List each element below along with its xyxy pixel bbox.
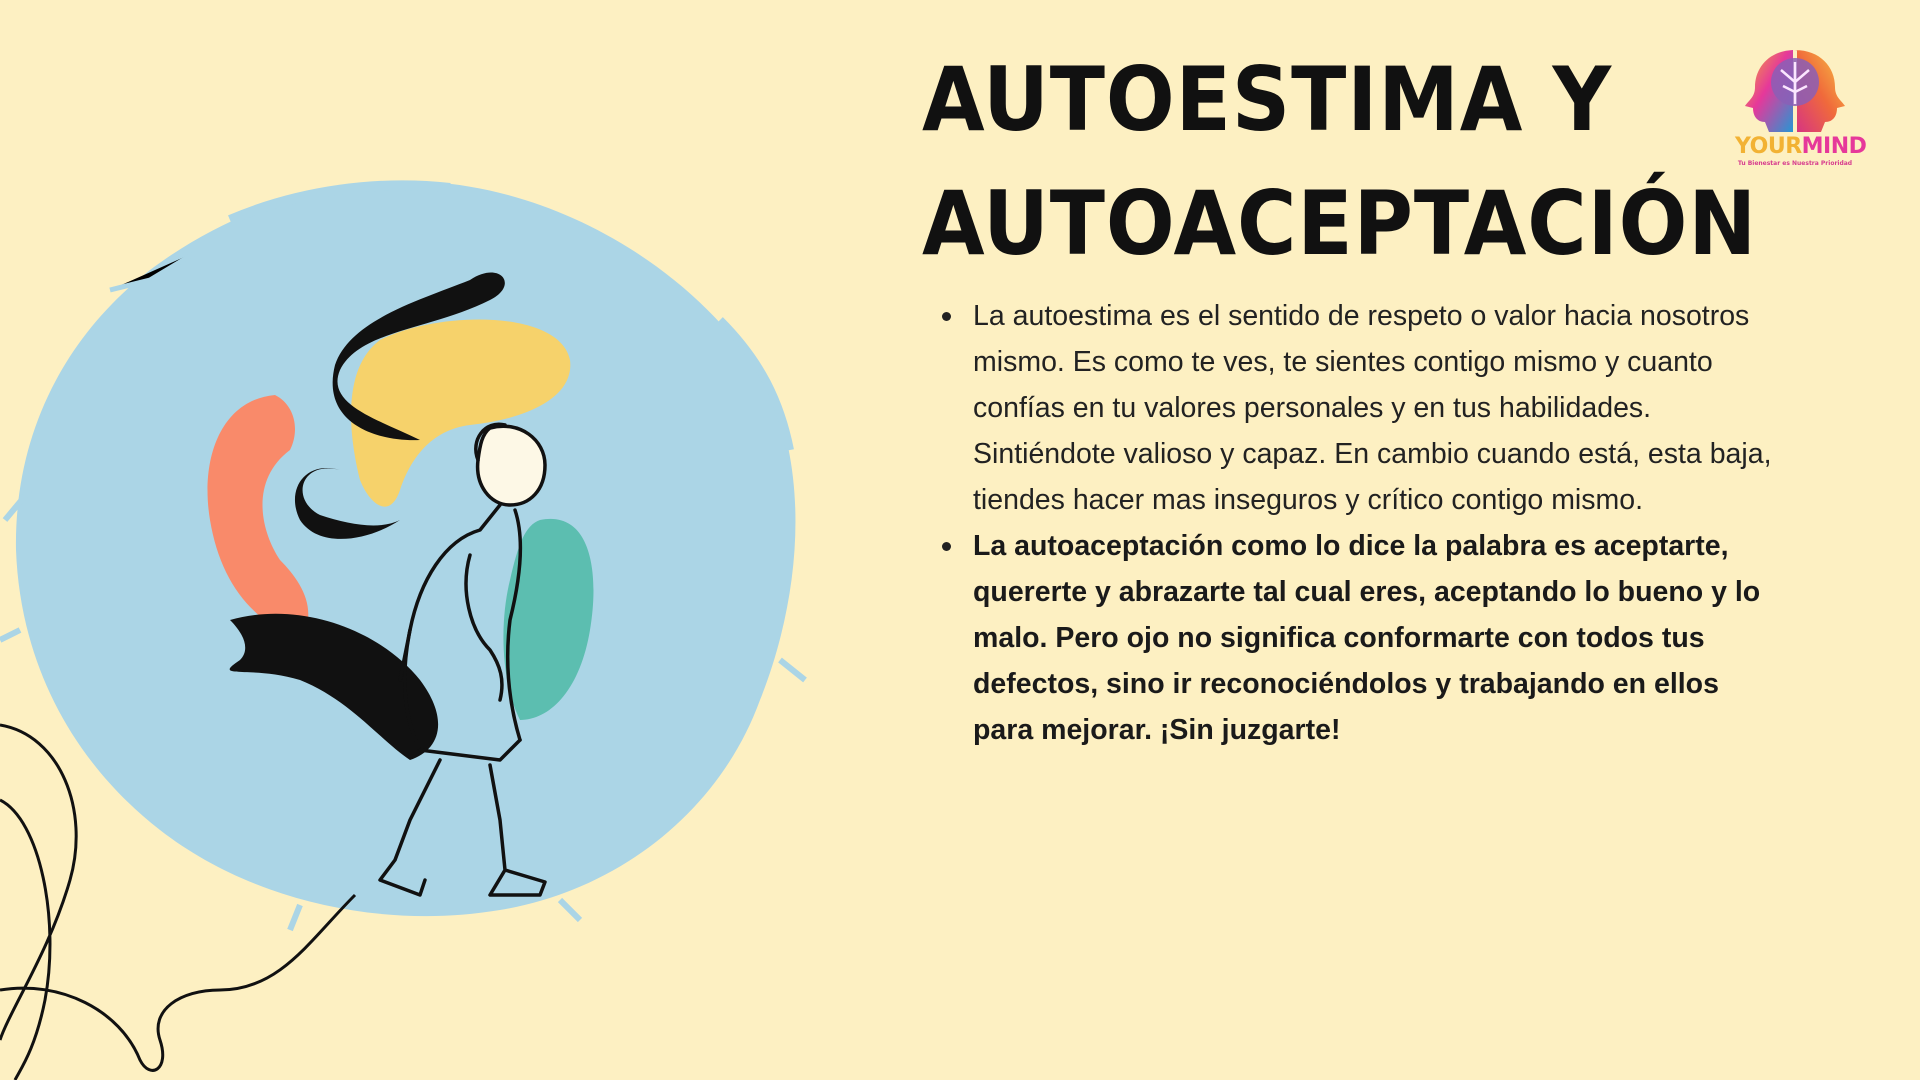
yourmind-logo bbox=[1735, 42, 1867, 172]
bullet-autoestima: La autoestima es el sentido de respeto o valor hacia nosotros mismo. Es como te ves, te sientes contigo mismo y cuanto confías en tu valores personales y en tus habilidades. Sintiéndote valioso y capaz. En cambio cuando está, esta baja, tiendes hacer mas inseguros y crítico contigo mismo. bbox=[942, 293, 1782, 523]
bullet-autoaceptacion: La autoaceptación como lo dice la palabra es aceptarte, quererte y abrazarte tal cual eres, aceptando lo bueno y lo malo. Pero ojo no significa conformarte con todos tus defectos, sino ir reconociéndolos y trabajando en ellos para mejorar. ¡Sin juzgarte! bbox=[942, 523, 1782, 753]
title-line-1: AUTOESTIMA Y bbox=[922, 48, 1612, 151]
slide-title bbox=[922, 38, 1758, 286]
logo-word-your: YOUR bbox=[1735, 134, 1802, 159]
logo-word-mind: MIND bbox=[1801, 134, 1867, 159]
logo-tagline: Tu Bienestar es Nuestra Prioridad bbox=[1737, 160, 1853, 167]
logo-wordmark bbox=[1735, 134, 1867, 159]
title-line-2: AUTOACEPTACIÓN bbox=[922, 172, 1758, 275]
bullet-list bbox=[942, 293, 1782, 753]
self-esteem-illustration bbox=[0, 160, 820, 1080]
blue-paint-blob bbox=[0, 181, 805, 930]
brain-heads-icon bbox=[1735, 42, 1855, 134]
